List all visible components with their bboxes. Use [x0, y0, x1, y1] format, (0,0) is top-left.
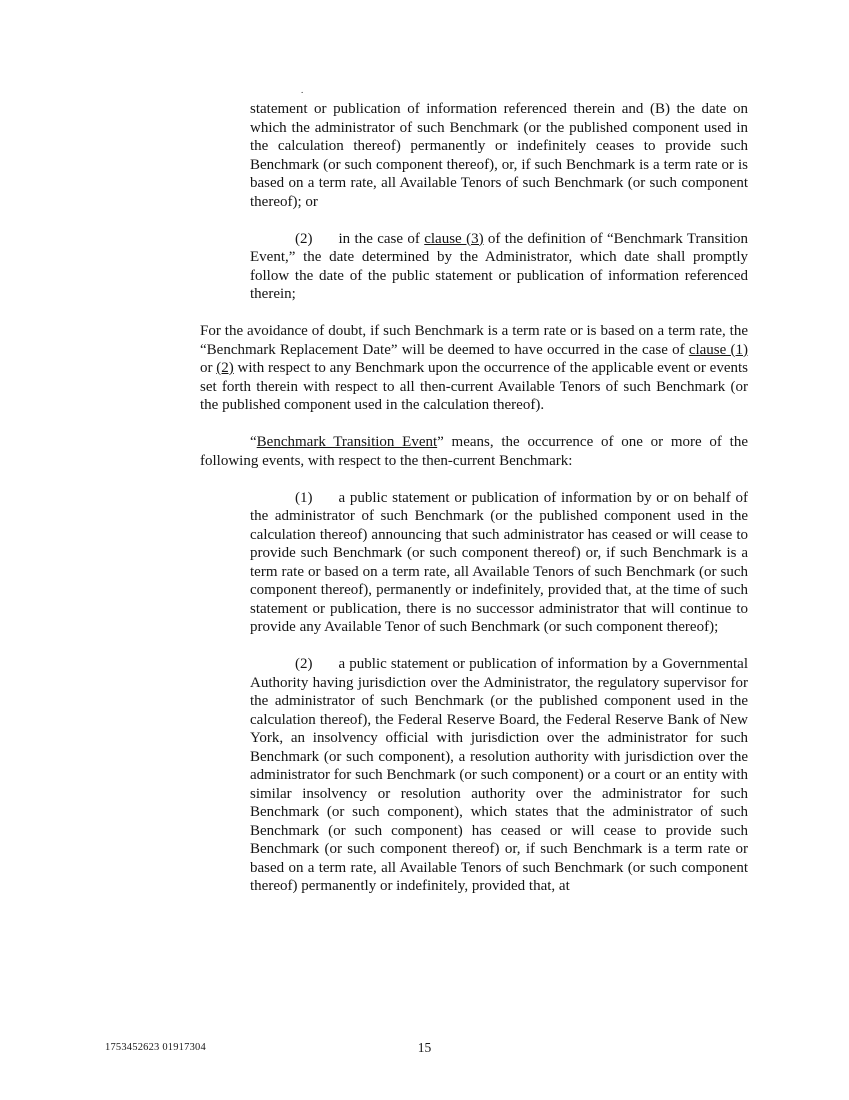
text-run: For the avoidance of doubt, if such Benchmark is a term rate or is based on a term rate, the “Benchmark Replacement Date” will be deemed to have occurred in the case of — [200, 323, 748, 358]
paragraph-number: (2) — [295, 230, 313, 247]
text-run: or — [200, 360, 217, 376]
document-body — [200, 100, 748, 914]
text-run: ” means, the occurrence of one or more of the following events, with respect to the then-current Benchmark: — [200, 434, 748, 469]
paragraph — [250, 489, 748, 637]
paragraph — [250, 230, 748, 304]
text-run: a public statement or publication of information by a Governmental Authority having jurisdiction over the Administrator, the regulatory supervisor for the administrator of such Benchmark (or the published component used in the calculation thereof), the Federal Reserve Board, the Federal Reserve Bank of New York, an insolvency official with jurisdiction over the administrator for such Benchmark (or such component), a resolution authority with jurisdiction over the administrator for such Benchmark (or such component) or a court or an entity with similar insolvency or resolution authority over the administrator for such Benchmark (or such component), which states that the administrator of such Benchmark (or such component) has ceased or will cease to provide such Benchmark (or such component thereof) or, if such Benchmark is a term rate or based on a term rate, all Available Tenors of such Benchmark (or such component thereof) permanently or indefinitely, provided that, at — [250, 656, 748, 894]
paragraph — [200, 433, 748, 470]
underlined-text: clause (1) — [688, 341, 749, 358]
text-run: of the definition of “Benchmark Transition Event,” the date determined by the Administrator, which date shall promptly follow the date of the public statement or publication of information referenced therein; — [250, 230, 748, 302]
paragraph — [250, 655, 748, 896]
paragraph-number: (2) — [295, 656, 313, 672]
underlined-text: Benchmark Transition Event — [256, 434, 438, 450]
page-number: 15 — [417, 1040, 432, 1055]
text-run: a public statement or publication of information by or on behalf of the administrator of such Benchmark (or the published component used in the calculation thereof) announcing that such administrator has ceased or will cease to provide such Benchmark (or such component thereof) or, if such Benchmark is a term rate or based on a term rate, all Available Tenors of such Benchmark (or such component thereof), permanently or indefinitely, provided that, at the time of such statement or publication, there is no successor administrator that will continue to provide any Available Tenor of such Benchmark (or such component thereof); — [250, 489, 748, 635]
paragraph-number: (1) — [295, 489, 313, 506]
paragraph — [250, 100, 748, 211]
text-run: statement or publication of information referenced therein and (B) the date on which the administrator of such Benchmark (or the published component used in the calculation thereof) permanently or indefinitely ceases to provide such Benchmark (or such component thereof), or, if such Benchmark is a term rate or is based on a term rate, all Available Tenors of such Benchmark (or such component thereof); or — [250, 101, 748, 210]
paragraph — [200, 322, 748, 415]
text-run: in the case of — [338, 230, 425, 247]
stray-mark: . — [301, 85, 304, 95]
underlined-text: (2) — [216, 360, 234, 376]
text-run: with respect to any Benchmark upon the occurrence of the applicable event or events set forth therein with respect to all then-current Available Tenors of such Benchmark (or the published component used in the calculation thereof). — [200, 360, 748, 413]
underlined-text: clause (3) — [424, 230, 484, 247]
footer-document-id: 1753452623 01917304 — [105, 1042, 206, 1053]
text-run: “ — [250, 434, 257, 450]
